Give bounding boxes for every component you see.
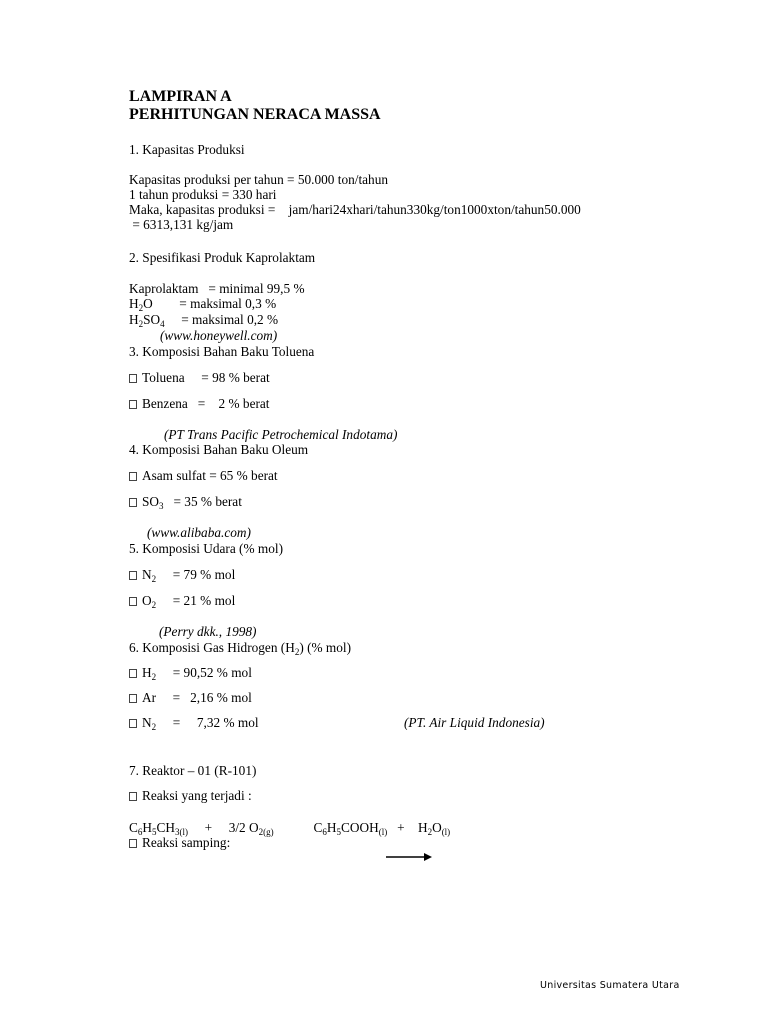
hidrogen-item-2: Ar = 2,16 % mol xyxy=(129,690,252,705)
hidrogen-item-3: $N_2$ = 7,32 % mol xyxy=(129,715,259,730)
reaksi-samping-label: Reaksi samping: xyxy=(129,835,230,850)
udara-item-2: $O_2$ = 21 % mol xyxy=(129,593,235,608)
kapasitas-line-2: 1 tahun produksi = 330 hari xyxy=(129,187,277,202)
source-perry: (Perry dkk., 1998) xyxy=(159,624,257,639)
bullet-icon xyxy=(129,498,137,507)
section-2-title: 2. Spesifikasi Produk Kaprolaktam xyxy=(129,250,316,265)
spec-kaprolaktam: Kaprolaktam = minimal 99,5 % xyxy=(129,281,305,296)
source-air-liquid: (PT. Air Liquid Indonesia) xyxy=(404,715,545,730)
bullet-icon xyxy=(129,472,137,481)
reaksi-utama-label: Reaksi yang terjadi : xyxy=(129,788,252,803)
oleum-item-2: $SO_3 = 35$ % berat xyxy=(129,494,242,509)
section-1-title: 1. Kapasitas Produksi xyxy=(129,142,245,157)
footer-university: Universitas Sumatera Utara xyxy=(540,980,680,991)
source-alibaba: (www.alibaba.com) xyxy=(147,525,251,540)
heading-title: PERHITUNGAN NERACA MASSA xyxy=(129,106,381,123)
heading-lampiran: LAMPIRAN A xyxy=(129,88,232,105)
toluena-item-2: Benzena = 2 % berat xyxy=(129,396,270,411)
spec-h2o: $H_2O$ = maksimal 0,3 % xyxy=(129,296,277,313)
reaction-equation: $C_6H_5CH_{3(l)}$ + 3/2 $O_{2(g)}$ $C_6H_5COOH_{(l)}$ + $H_2O_{(l)}$ xyxy=(129,820,451,837)
toluena-item-1: Toluena = 98 % berat xyxy=(129,370,270,385)
bullet-icon xyxy=(129,571,137,580)
hidrogen-item-1: $H_2$ = 90,52 % mol xyxy=(129,665,252,680)
bullet-icon xyxy=(129,374,137,383)
reaction-arrow-icon xyxy=(386,851,432,863)
section-7-title: 7. Reaktor – 01 (R-101) xyxy=(129,763,257,778)
kapasitas-line-4: = 6313,131 kg/jam xyxy=(129,217,234,232)
kapasitas-line-1: Kapasitas produksi per tahun = 50.000 ton/tahun xyxy=(129,172,388,187)
section-3-title: 3. Komposisi Bahan Baku Toluena xyxy=(129,344,315,359)
udara-item-1: $N_2$ = 79 % mol xyxy=(129,567,235,582)
bullet-icon xyxy=(129,694,137,703)
bullet-icon xyxy=(129,792,137,801)
spec-h2so4: $H_2SO_4$ = maksimal 0,2 % xyxy=(129,312,279,329)
bullet-icon xyxy=(129,839,137,848)
bullet-icon xyxy=(129,597,137,606)
source-pt-trans-pacific: (PT Trans Pacific Petrochemical Indotama) xyxy=(164,427,398,442)
source-honeywell: (www.honeywell.com) xyxy=(160,328,278,343)
bullet-icon xyxy=(129,400,137,409)
section-4-title: 4. Komposisi Bahan Baku Oleum xyxy=(129,442,309,457)
section-5-title: 5. Komposisi Udara (% mol) xyxy=(129,541,283,556)
section-6-title: 6. Komposisi Gas Hidrogen $(H_2)$ (% mol) xyxy=(129,640,352,657)
oleum-item-1: Asam sulfat = 65 % berat xyxy=(129,468,278,483)
bullet-icon xyxy=(129,719,137,728)
kapasitas-line-3: Maka, kapasitas produksi = jam/hari24xhari/tahun330kg/ton1000xton/tahun50.000 xyxy=(129,202,581,217)
bullet-icon xyxy=(129,669,137,678)
